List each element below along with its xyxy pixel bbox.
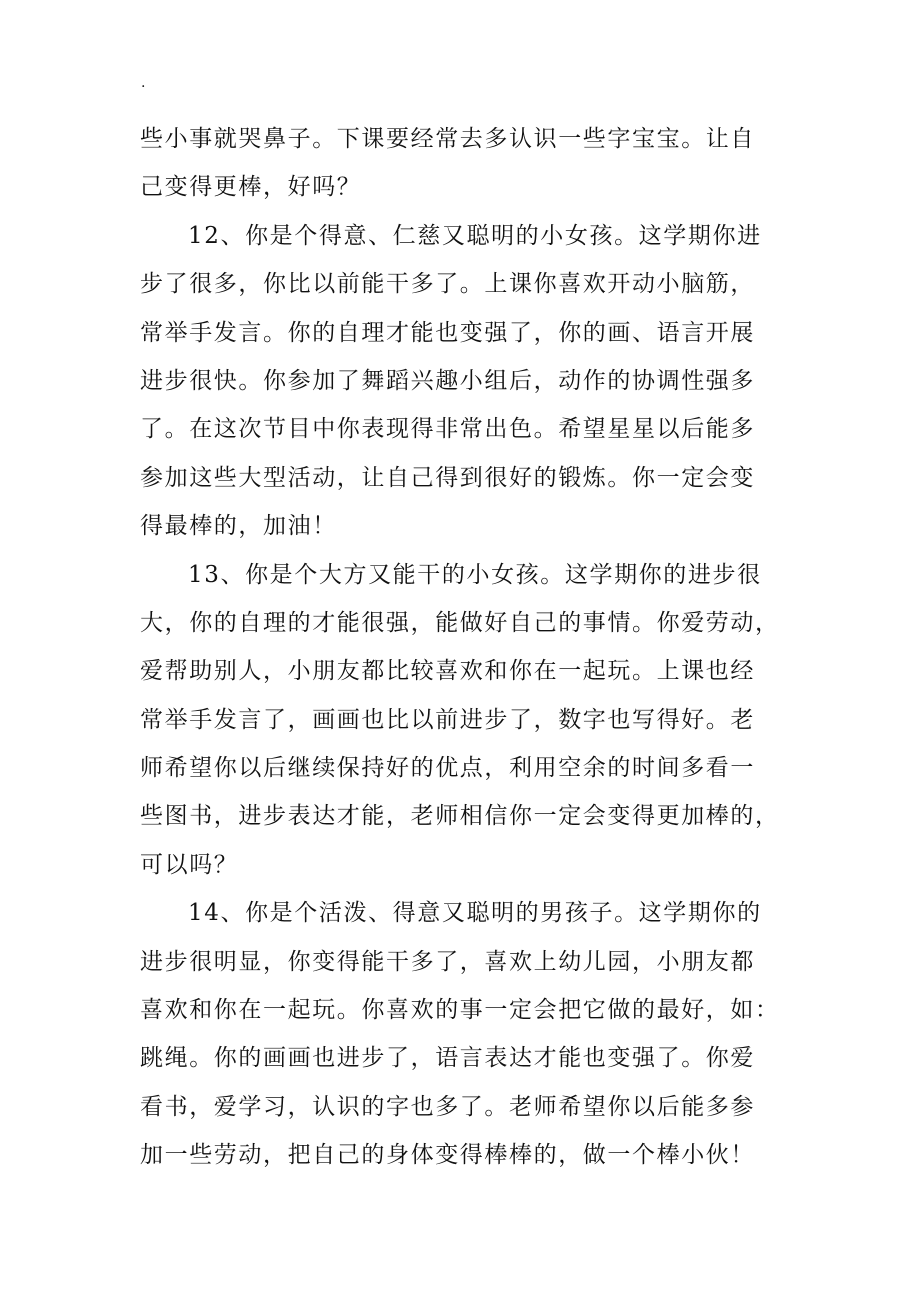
paragraph-12 bbox=[140, 212, 770, 551]
text-line: 进步很快。你参加了舞蹈兴趣小组后，动作的协调性强多 bbox=[140, 367, 755, 394]
text-line: 13、你是个大方又能干的小女孩。这学期你的进步很 bbox=[188, 561, 762, 588]
header-mark: . bbox=[141, 75, 146, 91]
text-line: 师希望你以后继续保持好的优点，利用空余的时间多看一 bbox=[140, 755, 755, 782]
text-line: 爱帮助别人，小朋友都比较喜欢和你在一起玩。上课也经 bbox=[140, 658, 755, 685]
text-line: 常举手发言。你的自理才能也变强了，你的画、语言开展 bbox=[140, 319, 755, 346]
text-line: 看书，爱学习，认识的字也多了。老师希望你以后能多参 bbox=[140, 1093, 755, 1120]
text-line: 进步很明显，你变得能干多了，喜欢上幼儿园，小朋友都 bbox=[140, 948, 755, 975]
text-line: 己变得更棒，好吗？ bbox=[140, 174, 362, 201]
paragraph-14 bbox=[140, 889, 780, 1179]
text-line: 可以吗？ bbox=[140, 851, 239, 878]
text-line: 大，你的自理的才能很强，能做好自己的事情。你爱劳动， bbox=[140, 609, 780, 636]
document-body bbox=[140, 115, 780, 1180]
text-line: 14、你是个活泼、得意又聪明的男孩子。这学期你的 bbox=[188, 900, 762, 927]
paragraph-13 bbox=[140, 551, 780, 890]
paragraph-continuation bbox=[140, 115, 770, 212]
text-line: 参加这些大型活动，让自己得到很好的锻炼。你一定会变 bbox=[140, 464, 755, 491]
text-line: 常举手发言了，画画也比以前进步了，数字也写得好。老 bbox=[140, 706, 755, 733]
text-line: 了。在这次节目中你表现得非常出色。希望星星以后能多 bbox=[140, 416, 755, 443]
text-line: 12、你是个得意、仁慈又聪明的小女孩。这学期你进 bbox=[188, 222, 762, 249]
text-line: 喜欢和你在一起玩。你喜欢的事一定会把它做的最好，如： bbox=[140, 997, 780, 1024]
text-line: 跳绳。你的画画也进步了，语言表达才能也变强了。你爱 bbox=[140, 1045, 755, 1072]
text-line: 加一些劳动，把自己的身体变得棒棒的，做一个棒小伙！ bbox=[140, 1142, 755, 1169]
text-line: 些图书，进步表达才能，老师相信你一定会变得更加棒的， bbox=[140, 803, 780, 830]
text-line: 得最棒的，加油！ bbox=[140, 513, 337, 540]
text-line: 些小事就哭鼻子。下课要经常去多认识一些字宝宝。让自 bbox=[140, 126, 755, 152]
text-line: 步了很多，你比以前能干多了。上课你喜欢开动小脑筋， bbox=[140, 271, 755, 298]
